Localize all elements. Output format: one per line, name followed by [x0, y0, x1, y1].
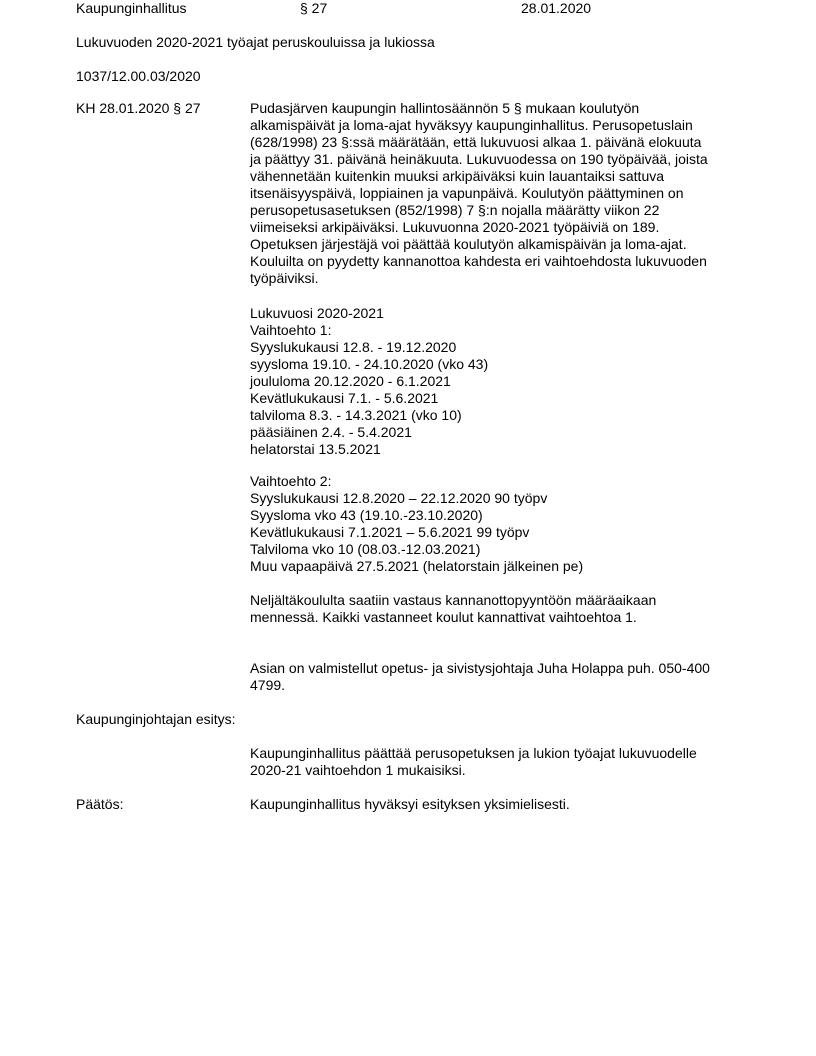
responses-line: mennessä. Kaikki vastanneet koulut kannattivat vaihtoehtoa 1. — [250, 609, 637, 625]
intro-line: viimeiseksi arkipäiväksi. Lukuvuonna 2020-2021 työpäiviä on 189. — [250, 219, 660, 235]
option-1-line: Lukuvuosi 2020-2021 — [250, 305, 384, 321]
option-2-line: Muu vapaapäivä 27.5.2021 (helatorstain jälkeinen pe) — [250, 558, 584, 574]
intro-line: ja päättyy 31. päivänä heinäkuuta. Lukuvuodessa on 190 työpäivää, joista — [250, 151, 708, 167]
proposal-line: Kaupunginhallitus päättää perusopetuksen ja lukion työajat lukuvuodelle — [250, 745, 697, 761]
preparer-paragraph — [250, 660, 750, 694]
option-1-line: Kevätlukukausi 7.1. - 5.6.2021 — [250, 390, 439, 406]
option-1-line: pääsiäinen 2.4. - 5.4.2021 — [250, 424, 412, 440]
decision-label: Päätös: — [76, 796, 124, 812]
intro-paragraph — [250, 100, 750, 287]
header-section-number: § 27 — [300, 0, 328, 16]
preparer-line: 4799. — [250, 677, 286, 693]
intro-line: alkamispäivät ja loma-ajat hyväksyy kaupunginhallitus. Perusopetuslain — [250, 117, 693, 133]
proposal-paragraph — [250, 745, 750, 779]
intro-line: (628/1998) 23 §:ssä määrätään, että lukuvuosi alkaa 1. päivänä elokuuta — [250, 134, 702, 150]
proposal-label: Kaupunginjohtajan esitys: — [76, 711, 236, 727]
intro-line: itsenäisyyspäivä, loppiainen ja vapunpäivä. Koulutyön päättyminen on — [250, 185, 684, 201]
responses-line: Neljältäkoululta saatiin vastaus kannanottopyyntöön määräaikaan — [250, 592, 657, 608]
option-2-line: Syyslukukausi 12.8.2020 – 22.12.2020 90 työpv — [250, 490, 548, 506]
intro-line: Kouluilta on pyydetty kannanottoa kahdesta eri vaihtoehdosta lukuvuoden — [250, 253, 707, 269]
proposal-line: 2020-21 vaihtoehdon 1 mukaisiksi. — [250, 762, 466, 778]
option-2-line: Vaihtoehto 2: — [250, 473, 332, 489]
option-1-line: helatorstai 13.5.2021 — [250, 441, 381, 457]
preparer-line: Asian on valmistellut opetus- ja sivistysjohtaja Juha Holappa puh. 050-400 — [250, 660, 710, 676]
header-date: 28.01.2020 — [521, 0, 592, 16]
decision-text: Kaupunginhallitus hyväksyi esityksen yksimielisesti. — [250, 796, 570, 812]
option-1-line: syysloma 19.10. - 24.10.2020 (vko 43) — [250, 356, 489, 372]
option-2-list — [250, 473, 750, 575]
meeting-reference: KH 28.01.2020 § 27 — [76, 100, 201, 116]
option-1-line: Vaihtoehto 1: — [250, 322, 332, 338]
intro-line: vähennetään kuitenkin muuksi arkipäiväksi kuin lauantaiksi sattuva — [250, 168, 665, 184]
responses-paragraph — [250, 592, 750, 626]
intro-line: työpäiviksi. — [250, 270, 319, 286]
intro-line: Pudasjärven kaupungin hallintosäännön 5 § mukaan koulutyön — [250, 100, 640, 116]
document-title: Lukuvuoden 2020-2021 työajat peruskouluissa ja lukiossa — [76, 34, 435, 50]
option-1-line: Syyslukukausi 12.8. - 19.12.2020 — [250, 339, 457, 355]
option-2-line: Kevätlukukausi 7.1.2021 – 5.6.2021 99 työpv — [250, 524, 530, 540]
record-number: 1037/12.00.03/2020 — [76, 68, 201, 84]
option-2-line: Syysloma vko 43 (19.10.-23.10.2020) — [250, 507, 483, 523]
intro-line: Opetuksen järjestäjä voi päättää koulutyön alkamispäivän ja loma-ajat. — [250, 236, 687, 252]
header-body-name: Kaupunginhallitus — [76, 0, 187, 16]
option-1-line: joululoma 20.12.2020 - 6.1.2021 — [250, 373, 451, 389]
intro-line: perusopetusasetuksen (852/1998) 7 §:n nojalla määrätty viikon 22 — [250, 202, 660, 218]
option-2-line: Talviloma vko 10 (08.03.-12.03.2021) — [250, 541, 481, 557]
option-1-line: talviloma 8.3. - 14.3.2021 (vko 10) — [250, 407, 462, 423]
option-1-list — [250, 305, 750, 458]
